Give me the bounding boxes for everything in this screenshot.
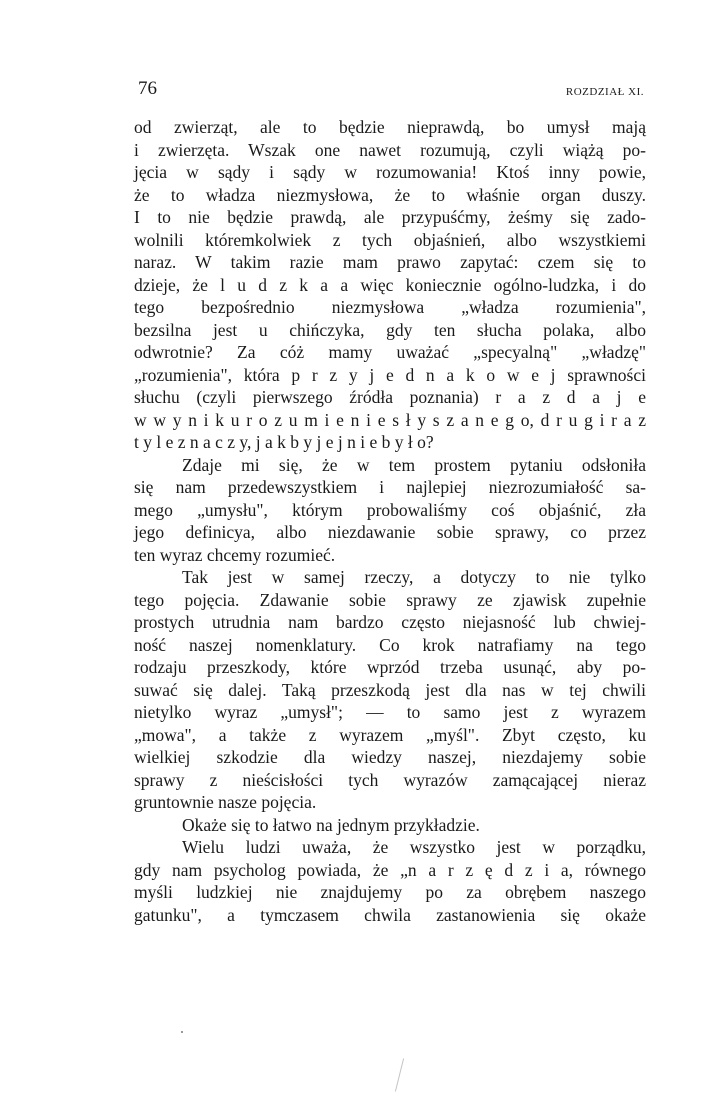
text-line: Wielu ludzi uważa, że wszystko jest w porządku, (182, 837, 646, 857)
text-line: tego pojęcia. Zdawanie sobie sprawy ze zjawisk zupełnie (134, 589, 646, 610)
text-line: ten wyraz chcemy rozumieć. (134, 544, 336, 565)
running-head: ROZDZIAŁ XI. (565, 86, 644, 98)
text-line: gdy nam psycholog powiada, że „n a r z ę d z i a, równego (134, 859, 646, 880)
text-line: nietylko wyraz „umysł"; — to samo jest z wyrazem (134, 702, 646, 722)
scan-dot (181, 1031, 183, 1033)
text-line: mego „umysłu", którym probowaliśmy coś objaśnić, zła (134, 499, 646, 520)
text-line: myśli ludzkiej nie znajdujemy po za obrębem naszego (134, 882, 646, 902)
text-line: gatunku", a tymczasem chwila zastanowienia się okaże (134, 904, 646, 925)
text-line: się nam przedewszystkiem i najlepiej niezrozumiałość sa- (134, 477, 646, 497)
text-line: Zdaje mi się, że w tem prostem pytaniu odsłoniła (182, 454, 646, 475)
text-line: w w y n i k u r o z u m i e n i e s ł y s z a n e g o, d r u g i r a z (134, 409, 646, 430)
text-line: słuchu (czyli pierwszego źródła poznania) r a z d a j e (134, 387, 646, 407)
text-line: prostych utrudnia nam bardzo często niejasność lub chwiej- (134, 612, 646, 632)
text-line: rodzaju przeszkody, które wprzód trzeba usunąć, aby po- (134, 657, 646, 677)
text-line: od zwierząt, ale to będzie nieprawdą, bo umysł mają (134, 117, 646, 137)
page-number: 76 (138, 78, 157, 99)
text-line: naraz. W takim razie mam prawo zapytać: czem się to (134, 252, 646, 272)
text-line: sprawy z nieścisłości tych wyrazów zamącającej nieraz (134, 769, 646, 790)
text-line: „rozumienia", która p r z y j e d n a k o w e j sprawności (134, 364, 646, 385)
text-line: t y l e z n a c z y, j a k b y j e j n i e b y ł o? (134, 432, 434, 452)
text-line: wolnili któremkolwiek z tych objaśnień, albo wszystkiemi (134, 229, 646, 250)
text-line: Tak jest w samej rzeczy, a dotyczy to nie tylko (182, 567, 646, 587)
scan-scratch (395, 1058, 404, 1091)
text-line: że to władza niezmysłowa, że to właśnie organ duszy. (134, 184, 646, 205)
text-line: suwać się dalej. Taką przeszkodą jest dla nas w tej chwili (134, 679, 646, 700)
text-line: dzieje, że l u d z k a a więc koniecznie ogólno-ludzka, i do (134, 274, 646, 295)
text-line: tego bezpośrednio niezmysłowa „władza rozumienia", (134, 297, 646, 317)
text-line: jęcia w sądy i sądy w rozumowania! Ktoś inny powie, (134, 162, 646, 182)
text-line: Okaże się to łatwo na jednym przykładzie. (182, 814, 480, 835)
body-text (134, 116, 646, 926)
text-line: I to nie będzie prawdą, ale przypuśćmy, żeśmy się zado- (134, 207, 646, 227)
text-line: i zwierzęta. Wszak one nawet rozumują, czyli wiążą po- (134, 139, 646, 160)
text-line: ność naszej nomenklatury. Co krok natrafiamy na tego (134, 634, 646, 655)
text-line: „mowa", a także z wyrazem „myśl". Zbyt często, ku (134, 724, 646, 745)
text-line: bezsilna jest u chińczyka, gdy ten słucha polaka, albo (134, 319, 646, 340)
text-line: wielkiej szkodzie dla wiedzy naszej, niezdajemy sobie (134, 747, 646, 767)
text-line: gruntownie nasze pojęcia. (134, 792, 317, 812)
text-line: odwrotnie? Za cóż mamy uważać „specyalną" „władzę" (134, 342, 646, 362)
text-line: jego definicya, albo niezdawanie sobie sprawy, co przez (134, 522, 646, 542)
